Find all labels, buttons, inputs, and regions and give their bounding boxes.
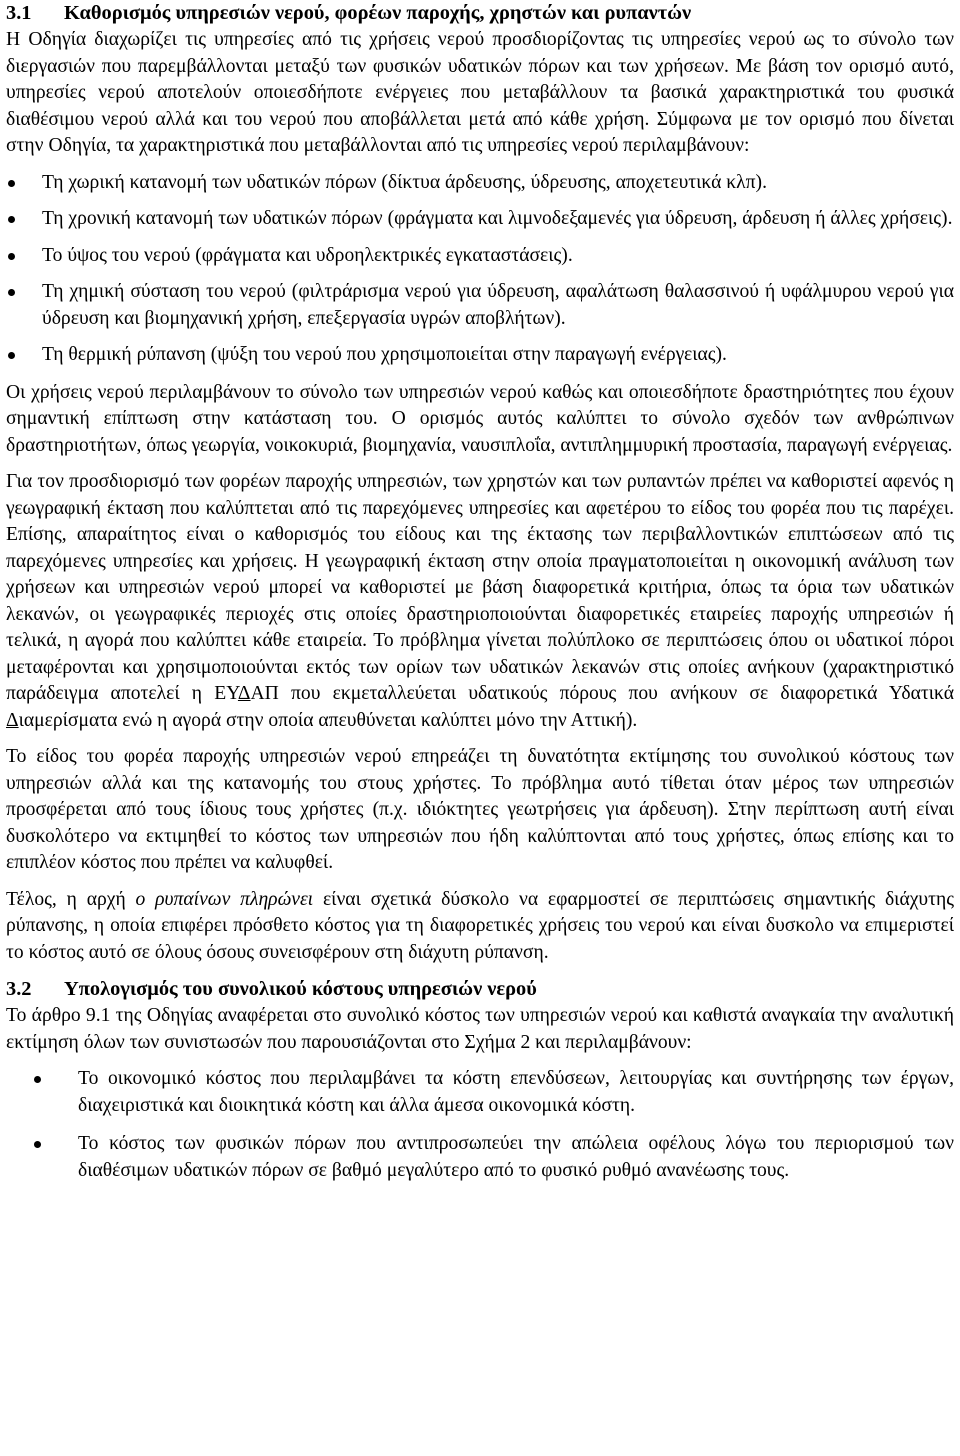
section-heading — [6, 0, 954, 27]
bullet-icon — [34, 1076, 41, 1083]
list-item — [6, 1066, 954, 1119]
paragraph: Τέλος, η αρχή ο ρυπαίνων πληρώνει είναι σχετικά δύσκολο να εφαρμοστεί σε περιπτώσεις σημαντικής διάχυτης ρύπανσης, η οποία επιφέρει πρόσθετο κόστος για τη διαφορετικές χρήσεις του νερού και είναι δυσκολο να επιμεριστεί το κόστος αυτό σε όλους όσους συνεισφέρουν στη διάχυτη ρύπανση. — [6, 888, 955, 963]
section-title: Καθορισμός υπηρεσιών νερού, φορέων παροχής, χρηστών και ρυπαντών — [64, 2, 692, 24]
list-item-text: Τη χωρική κατανομή των υδατικών πόρων (δίκτυα άρδευσης, ύδρευσης, αποχετευτικά κλπ). — [42, 171, 767, 193]
list-item-text: Το οικονομικό κόστος που περιλαμβάνει τα κόστη επενδύσεων, λειτουργίας και συντήρησης των έργων, διαχειριστικά και διοικητικά κόστη και άλλα άμεσα οικονομικά κόστη. — [78, 1068, 954, 1116]
list-item — [6, 279, 954, 332]
bullet-list — [6, 1066, 954, 1184]
bullet-icon — [8, 253, 15, 260]
list-item — [6, 170, 954, 197]
bullet-list — [6, 170, 954, 369]
section-number: 3.2 — [6, 978, 32, 1000]
list-item-text: Το κόστος των φυσικών πόρων που αντιπροσωπεύει την απώλεια οφέλους λόγω του περιορισμού των διαθέσιμων υδατικών πόρων σε βαθμό μεγαλύτερο από το φυσικό ρυθμό ανανέωσης τους. — [78, 1133, 954, 1181]
bullet-icon — [8, 180, 15, 187]
section-number: 3.1 — [6, 2, 32, 24]
list-item — [6, 243, 954, 270]
list-item-text: Τη θερμική ρύπανση (ψύξη του νερού που χρησιμοποιείται στην παραγωγή ενέργειας). — [42, 344, 727, 365]
bullet-icon — [8, 216, 15, 223]
list-item-text: Τη χημική σύσταση του νερού (φιλτράρισμα νερού για ύδρευση, αφαλάτωση θαλασσινού ή υφάλμυρου νερού για ύδρευση και βιομηχανική χρήση, επεξεργασία υγρών αποβλήτων). — [42, 281, 954, 329]
list-item — [6, 206, 954, 233]
paragraph: Το άρθρο 9.1 της Οδηγίας αναφέρεται στο συνολικό κόστος των υπηρεσιών νερού και καθιστά αναγκαία την αναλυτική εκτίμηση όλων των συνιστωσών που παρουσιάζονται στο Σχήμα 2 και περιλαμβάνουν: — [6, 1005, 954, 1053]
bullet-icon — [8, 289, 15, 296]
list-item — [6, 1131, 954, 1184]
list-item-text: Το ύψος του νερού (φράγματα και υδροηλεκτρικές εγκαταστάσεις). — [42, 244, 573, 266]
emphasis-text: ο ρυπαίνων πληρώνει — [135, 888, 314, 910]
paragraph: Οι χρήσεις νερού περιλαμβάνουν το σύνολο των υπηρεσιών νερού καθώς και οποιεσδήποτε δραστηριότητες που έχουν σημαντική επίπτωση στην κατάσταση του. Ο ορισμός αυτός καλύπτει το σύνολο σχεδόν των ανθρώπινων δραστηριοτήτων, όπως γεωργία, νοικοκυριά, βιομηχανία, ναυσιπλοΐα, αντιπλημμυρική προστασία, παραγωγή ενέργειας. — [6, 381, 954, 456]
paragraph: Το είδος του φορέα παροχής υπηρεσιών νερού επηρεάζει τη δυνατότητα εκτίμησης του συνολικού κόστους των υπηρεσιών αλλά και της κατανομής του στους χρήστες. Το πρόβλημα αυτό τίθεται όταν μέρος των υπηρεσιών προσφέρεται από τους ίδιους τους χρήστες (π.χ. ιδιόκτητες γεωτρήσεις για άρδευση). Στην περίπτωση αυτή είναι δυσκολότερο να εκτιμηθεί το κόστος των υπηρεσιών που ήδη καλύπτονται από τους χρήστες, όπως επίσης και το επιπλέον κόστος που πρέπει να καλυφθεί. — [6, 746, 954, 873]
list-item-text: Τη χρονική κατανομή των υδατικών πόρων (φράγματα και λιμνοδεξαμενές για ύδρευση, άρδευση ή άλλες χρήσεις). — [42, 208, 953, 229]
paragraph: Η Οδηγία διαχωρίζει τις υπηρεσίες από τις χρήσεις νερού προσδιορίζοντας τις υπηρεσίες νερού ως το σύνολο των διεργασιών που παρεμβάλλονται μεταξύ των φυσικών υδατικών πόρων και των χρήσεων. Με βάση τον ορισμό αυτό, υπηρεσίες νερού αποτελούν οποιεσδήποτε ενέργειες που μεταβάλλουν τα βασικά χαρακτηριστικά του φυσικά διαθέσιμου νερού αλλά και του νερού που αποβάλλεται μετά από κάθε χρήση. Σύμφωνα με τον ορισμό που δίνεται στην Οδηγία, τα χαρακτηριστικά που μεταβάλλονται από τις υπηρεσίες νερού περιλαμβάνουν: — [6, 29, 954, 156]
bullet-icon — [8, 352, 15, 359]
section-3-2 — [6, 976, 954, 1184]
section-title: Υπολογισμός του συνολικού κόστους υπηρεσιών νερού — [64, 978, 537, 1000]
bullet-icon — [34, 1141, 41, 1148]
underlined-text: Δ — [6, 709, 19, 731]
section-3-1 — [6, 0, 954, 966]
section-heading — [6, 976, 954, 1003]
paragraph: Για τον προσδιορισμό των φορέων παροχής υπηρεσιών, των χρηστών και των ρυπαντών πρέπει να καθοριστεί αφενός η γεωγραφική έκταση που καλύπτεται από τις παρεχόμενες υπηρεσίες και αφετέρου το είδος του φορέα που τις παρέχει. Επίσης, απαραίτητος είναι ο καθορισμός του είδους και της έκτασης των περιβαλλοντικών επιπτώσεων από τις παρεχόμενες υπηρεσίες και χρήσεις. Η γεωγραφική έκταση στην οποία πραγματοποιείται η οικονομική ανάλυση των χρήσεων και υπηρεσιών νερού μπορεί να καθοριστεί με βάση διαφορετικά κριτήρια, όπως τα όρια των υδατικών λεκανών, οι γεωγραφικές περιοχές στις οποίες δραστηριοποιούνται διαφορετικές εταιρείες παροχής υπηρεσιών ή τελικά, η αγορά που καλύπτει κάθε εταιρεία. Το πρόβλημα γίνεται πολύπλοκο σε περιπτώσεις όπου οι υδατικοί πόροι μεταφέρονται και χρησιμοποιούνται εκτός των ορίων των υδατικών λεκανών στις οποίες ανήκουν (χαρακτηριστικό παράδειγμα αποτελεί η ΕΥΔΑΠ που εκμεταλλεύεται υδατικούς πόρους που ανήκουν σε διαφορετικά Υδατικά Διαμερίσματα ενώ η αγορά στην οποία απευθύνεται καλύπτει μόνο την Αττική). — [6, 471, 955, 731]
underlined-text: Δ — [237, 683, 251, 704]
list-item — [6, 342, 954, 369]
